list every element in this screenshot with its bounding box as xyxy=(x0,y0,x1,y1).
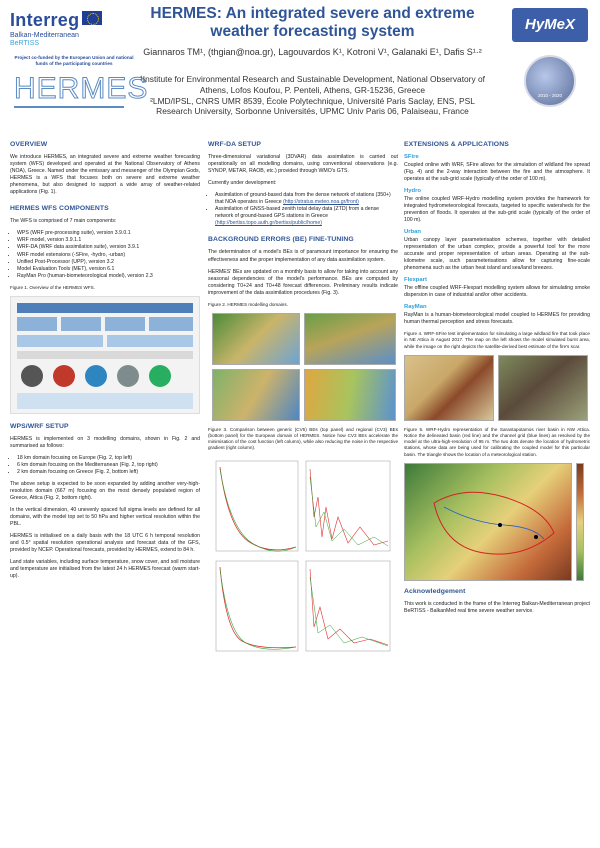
plot-cost-cv3 xyxy=(216,561,298,651)
overview-section xyxy=(10,140,200,196)
overview-text: We introduce HERMES, an integrated severe and extreme weather forecasting system (WFS) developed and operated at the National Observatory of Athens (NOA), Greece. Named under the emissary and messenger of the Olympian Gods, HERMES is a WFS that focuses both on severe and extreme weather phenomena, but also designed to support a wide array of weather-related applications (Fig. 1). xyxy=(10,154,201,196)
list-item: • 6 km domain focusing on the Mediterranean (Fig. 2, top right) xyxy=(17,462,200,469)
list-item xyxy=(215,192,398,206)
sfire-burnt-area-map xyxy=(404,355,494,421)
setup-section xyxy=(10,422,200,580)
figure-4-caption: Figure 4. WRF-SFire test implementation for simulating a large wildland fire that took place in NE Attica in August 2017. The map on the left shows the model simulated burnt area, while the image on the right depicts the satellite-derived best estimate of the fire's scar. xyxy=(404,331,590,349)
components-heading: HERMES WFS COMPONENTS xyxy=(10,205,109,213)
hermes-logo-underline xyxy=(14,106,124,108)
components-intro: The WFS is comprised of 7 main components: xyxy=(10,218,117,225)
figure-4-images xyxy=(404,355,590,421)
diagram-block xyxy=(17,393,193,409)
list-item-text: Assimilation of ground-based data from the dense network of stations (350+) that NOA operates in Greece xyxy=(215,192,391,206)
list-item: • WRF-DA (WRF data assimilation suite), version 3.9.1 xyxy=(17,244,200,251)
urban-text: Urban canopy layer parameterisation schemes, together with detailed representation of the urban complex, provide a powerful tool for the more accurate and proper representation of urban areas. Operating at the sub-kilometre scale, such parameterisations allow for capturing fine-scale phenomena such as the urban heat island and sea/land breezes. xyxy=(404,237,590,272)
flexpart-text: The offline coupled WRF-Flexpart modelling system allows for simulating smoke dispersion in case of industrial and/or other accidents. xyxy=(404,285,590,299)
affiliation-2: ²LMD/IPSL, CNRS UMR 8539, École Polytechnique, Université Paris Saclay, ENS, PSL Research University, Sorbonne Universités, UPMC Univ Paris 06, Palaiseau, France xyxy=(150,95,475,117)
acknowledgement-text: This work is conducted in the frame of the Interreg Balkan-Mediterranean project BeRTISS - BalkanMed real time severe weather service. xyxy=(404,600,590,614)
stratus-link[interactable]: (http://stratus.meteo.noa.gr/front) xyxy=(283,199,359,206)
figure-1-diagram xyxy=(10,296,200,414)
rayman-title: RayMan xyxy=(404,304,427,311)
apps-section xyxy=(404,140,590,615)
list-item: • WPS (WRF pre-processing suite), version 3.9.0.1 xyxy=(17,230,200,237)
list-item: • WRF model, version 3.9.1.1 xyxy=(17,237,200,244)
hydro-overlay-svg xyxy=(404,463,572,581)
wrfda-p2: Currently under development: xyxy=(208,180,277,187)
list-item: • Model Evaluation Tools (MET), version 6.1 xyxy=(17,266,200,273)
domains-list xyxy=(10,455,200,476)
interreg-programme: Balkan-Mediterranean xyxy=(10,32,79,40)
list-item: • RayMan Pro (human-biometeorological model), version 2.3 xyxy=(17,273,200,280)
list-item: • Unified Post-Processor (UPP), version 3.2 xyxy=(17,259,200,266)
sfire-title: SFire xyxy=(404,154,419,161)
plot-cost-cv5 xyxy=(216,461,298,551)
hydrometric-station-marker xyxy=(534,535,538,539)
diagram-block xyxy=(105,317,145,331)
channel-grid xyxy=(444,507,544,539)
setup-p4: HERMES is initialised on a daily basis with the 18 UTC 6 h temporal resolution and 0.5° spatial resolution operational analysis and forecast data of the GFS, provided by NCEP. Operational forecasts, provided by HERMES, extend to 84 h. xyxy=(10,533,200,554)
diagram-icon xyxy=(85,365,107,387)
diagram-block xyxy=(17,335,103,347)
overview-heading: OVERVIEW xyxy=(10,141,48,148)
hermes-logo: HERMES xyxy=(14,72,149,105)
column-3 xyxy=(404,140,590,623)
setup-p3: In the vertical dimension, 40 unevenly spaced full sigma levels are defined for all domains, with the model top set to 50 hPa and higher vertical resolution within the PBL. xyxy=(10,507,200,528)
bertiss-link[interactable]: (http://bertiss.topo.auth.gr/bertiss/public/home) xyxy=(215,220,322,227)
sfire-text: Coupled online with WRF, SFire allows for the simulation of wildland fire spread (Fig. 4) and the 2-way interaction between the fire and the atmosphere. It operates at the sub-grid scale (typically of the order of 100 m). xyxy=(404,162,590,183)
hymex-logo: HyMeX xyxy=(512,8,588,42)
hymex-seal-icon xyxy=(524,55,576,107)
setup-p5: Land state variables, including surface temperature, snow cover, and soil moisture and temperature are initialised from the latest 24 h HERMES forecast (warm start-up). xyxy=(10,559,200,580)
map-attica xyxy=(304,369,396,421)
poster-header xyxy=(0,0,600,135)
hydrometric-station-marker xyxy=(498,523,502,527)
rayman-text: RayMan is a human-biometeorological model coupled to HERMES for providing human thermal perception and stress forecasts. xyxy=(404,312,590,326)
satellite-fire-scar-image xyxy=(498,355,588,421)
list-item-text: Assimilation of GNSS-based zenith total delay data (ZTD) from a dense network of ground-based GPS stations in Greece xyxy=(215,206,380,220)
components-section xyxy=(10,204,200,413)
be-section xyxy=(208,235,398,656)
poster-title: HERMES: An integrated severe and extreme weather forecasting system xyxy=(150,5,475,40)
affiliations xyxy=(140,74,485,117)
plot-gradient-cv5 xyxy=(306,461,390,551)
be-p2: HERMES' BEs are updated on a monthly basis to allow for taking into account any seasonal dependencies of the model's performance. BEs are computed by considering T0+24 and T0+48 forecast differences. Preliminary results indicate improvement of the data assimilation procedures (Fig. 3). xyxy=(208,268,398,296)
interreg-wordmark: Interreg xyxy=(10,10,80,30)
hymex-seal-text: 2010 - 2020 xyxy=(537,92,563,98)
column-1 xyxy=(10,140,200,588)
list-item xyxy=(215,206,398,227)
wrfda-section xyxy=(208,140,398,227)
elevation-colorbar xyxy=(576,463,584,581)
cofunded-note: Project co-funded by the European Union and national funds of the participating countries xyxy=(14,55,134,66)
basin-outline xyxy=(434,492,554,554)
be-heading: BACKGROUND ERRORS (BE) FINE-TUNING xyxy=(208,236,354,244)
setup-p2: The above setup is expected to be soon expanded by adding another very-high-resolution domain (667 m) focusing on the most densely populated region of Greece, Attica (Fig. 2, bottom right). xyxy=(10,481,200,502)
figure-5-map xyxy=(404,463,590,581)
diagram-icon xyxy=(21,365,43,387)
column-2 xyxy=(208,140,398,665)
plot-gradient-cv3 xyxy=(306,561,390,651)
eu-flag-icon xyxy=(82,11,102,25)
affiliation-1: ¹Institute for Environmental Research and Sustainable Development, National Observatory of Athens, Lofos Koufou, P. Penteli, Athens, GR-15236, Greece xyxy=(140,74,485,95)
diagram-block xyxy=(61,317,101,331)
acknowledgement-heading: Acknowledgement xyxy=(404,587,466,595)
map-mediterranean xyxy=(304,313,396,365)
be-plots-svg xyxy=(208,457,398,657)
list-item: • WRF model extensions (-SFire, -hydro, -urban) xyxy=(17,252,200,259)
authors: Giannaros TM¹, (thgian@noa.gr), Lagouvardos K¹, Kotroni V¹, Galanaki E¹, Dafis S¹·² xyxy=(143,47,482,57)
diagram-block xyxy=(17,317,57,331)
list-item: • 2 km domain focusing on Greece (Fig. 2, bottom left) xyxy=(17,469,200,476)
diagram-icon xyxy=(53,365,75,387)
wrfda-list xyxy=(208,192,398,227)
interreg-project: BeRTISS xyxy=(10,39,40,47)
figure-3-plots xyxy=(208,457,398,657)
figure-3-caption: Figure 3. Comparison between generic (CV5) BEs (top panel) and regional (CV3) BEs (bottom panel) for the European domain of HERMES. Notice how CV3 BEs accelerate the minimisation of the cost function (left column), while also reducing the noise in the respective gradient (right column). xyxy=(208,426,398,451)
diagram-block xyxy=(107,335,193,347)
figure-1-caption: Figure 1. Overview of the HERMES WFS. xyxy=(10,284,96,290)
hydro-title: Hydro xyxy=(404,188,422,195)
figure-2-caption: Figure 2. HERMES modelling domains. xyxy=(208,301,288,307)
setup-p1: HERMES is implemented on 3 modelling domains, shown in Fig. 2 and summarised as follows: xyxy=(10,435,200,449)
figure-2-maps xyxy=(208,313,398,421)
interreg-logo xyxy=(10,8,120,48)
wrfda-p1: Three-dimensional variational (3DVAR) data assimilation is carried out operationally on all modelling domains, using conventional observations (e.g. SYNOP, METAR, RAOB, etc.) provided through WMO's GTS. xyxy=(208,154,398,175)
be-p1: The determination of a model's BEs is of paramount importance for ensuring the effectiveness and the proper implementation of any data assimilation system. xyxy=(208,249,398,263)
map-greece xyxy=(212,369,300,421)
diagram-icon xyxy=(149,365,171,387)
hydro-text: The online coupled WRF-Hydro modelling system provides the framework for integrated hydrometeorological forecasts, targeted to specific watersheds for the prevention of floods. It operates at the sub-grid scale (typically of the order of 100 m). xyxy=(404,196,590,224)
list-item: • 18 km domain focusing on Europe (Fig. 2, top left) xyxy=(17,455,200,462)
map-europe xyxy=(212,313,300,365)
diagram-block xyxy=(17,303,193,313)
setup-heading: WPS/WRF SETUP xyxy=(10,422,69,430)
wrfda-heading: WRF-DA SETUP xyxy=(208,141,262,148)
flexpart-title: Flexpart xyxy=(404,277,427,284)
diagram-block xyxy=(17,351,193,359)
urban-title: Urban xyxy=(404,229,422,236)
components-list xyxy=(10,230,200,279)
figure-5-caption: Figure 5. WRF-Hydro representation of the Sarantapotamos river basin in NW Attica. Notice the delineated basin (red line) and the channel grid (blue lines) as resolved by the model at the ultra-high-resolution of 95 m. The two dots denote the location of hydrometric stations, whose data are being used for calibrating the coupled model for this particular basin. The triangle shows the location of a meteorological station. xyxy=(404,426,590,457)
diagram-icon xyxy=(117,365,139,387)
diagram-block xyxy=(149,317,193,331)
apps-heading: EXTENSIONS & APPLICATIONS xyxy=(404,141,509,148)
